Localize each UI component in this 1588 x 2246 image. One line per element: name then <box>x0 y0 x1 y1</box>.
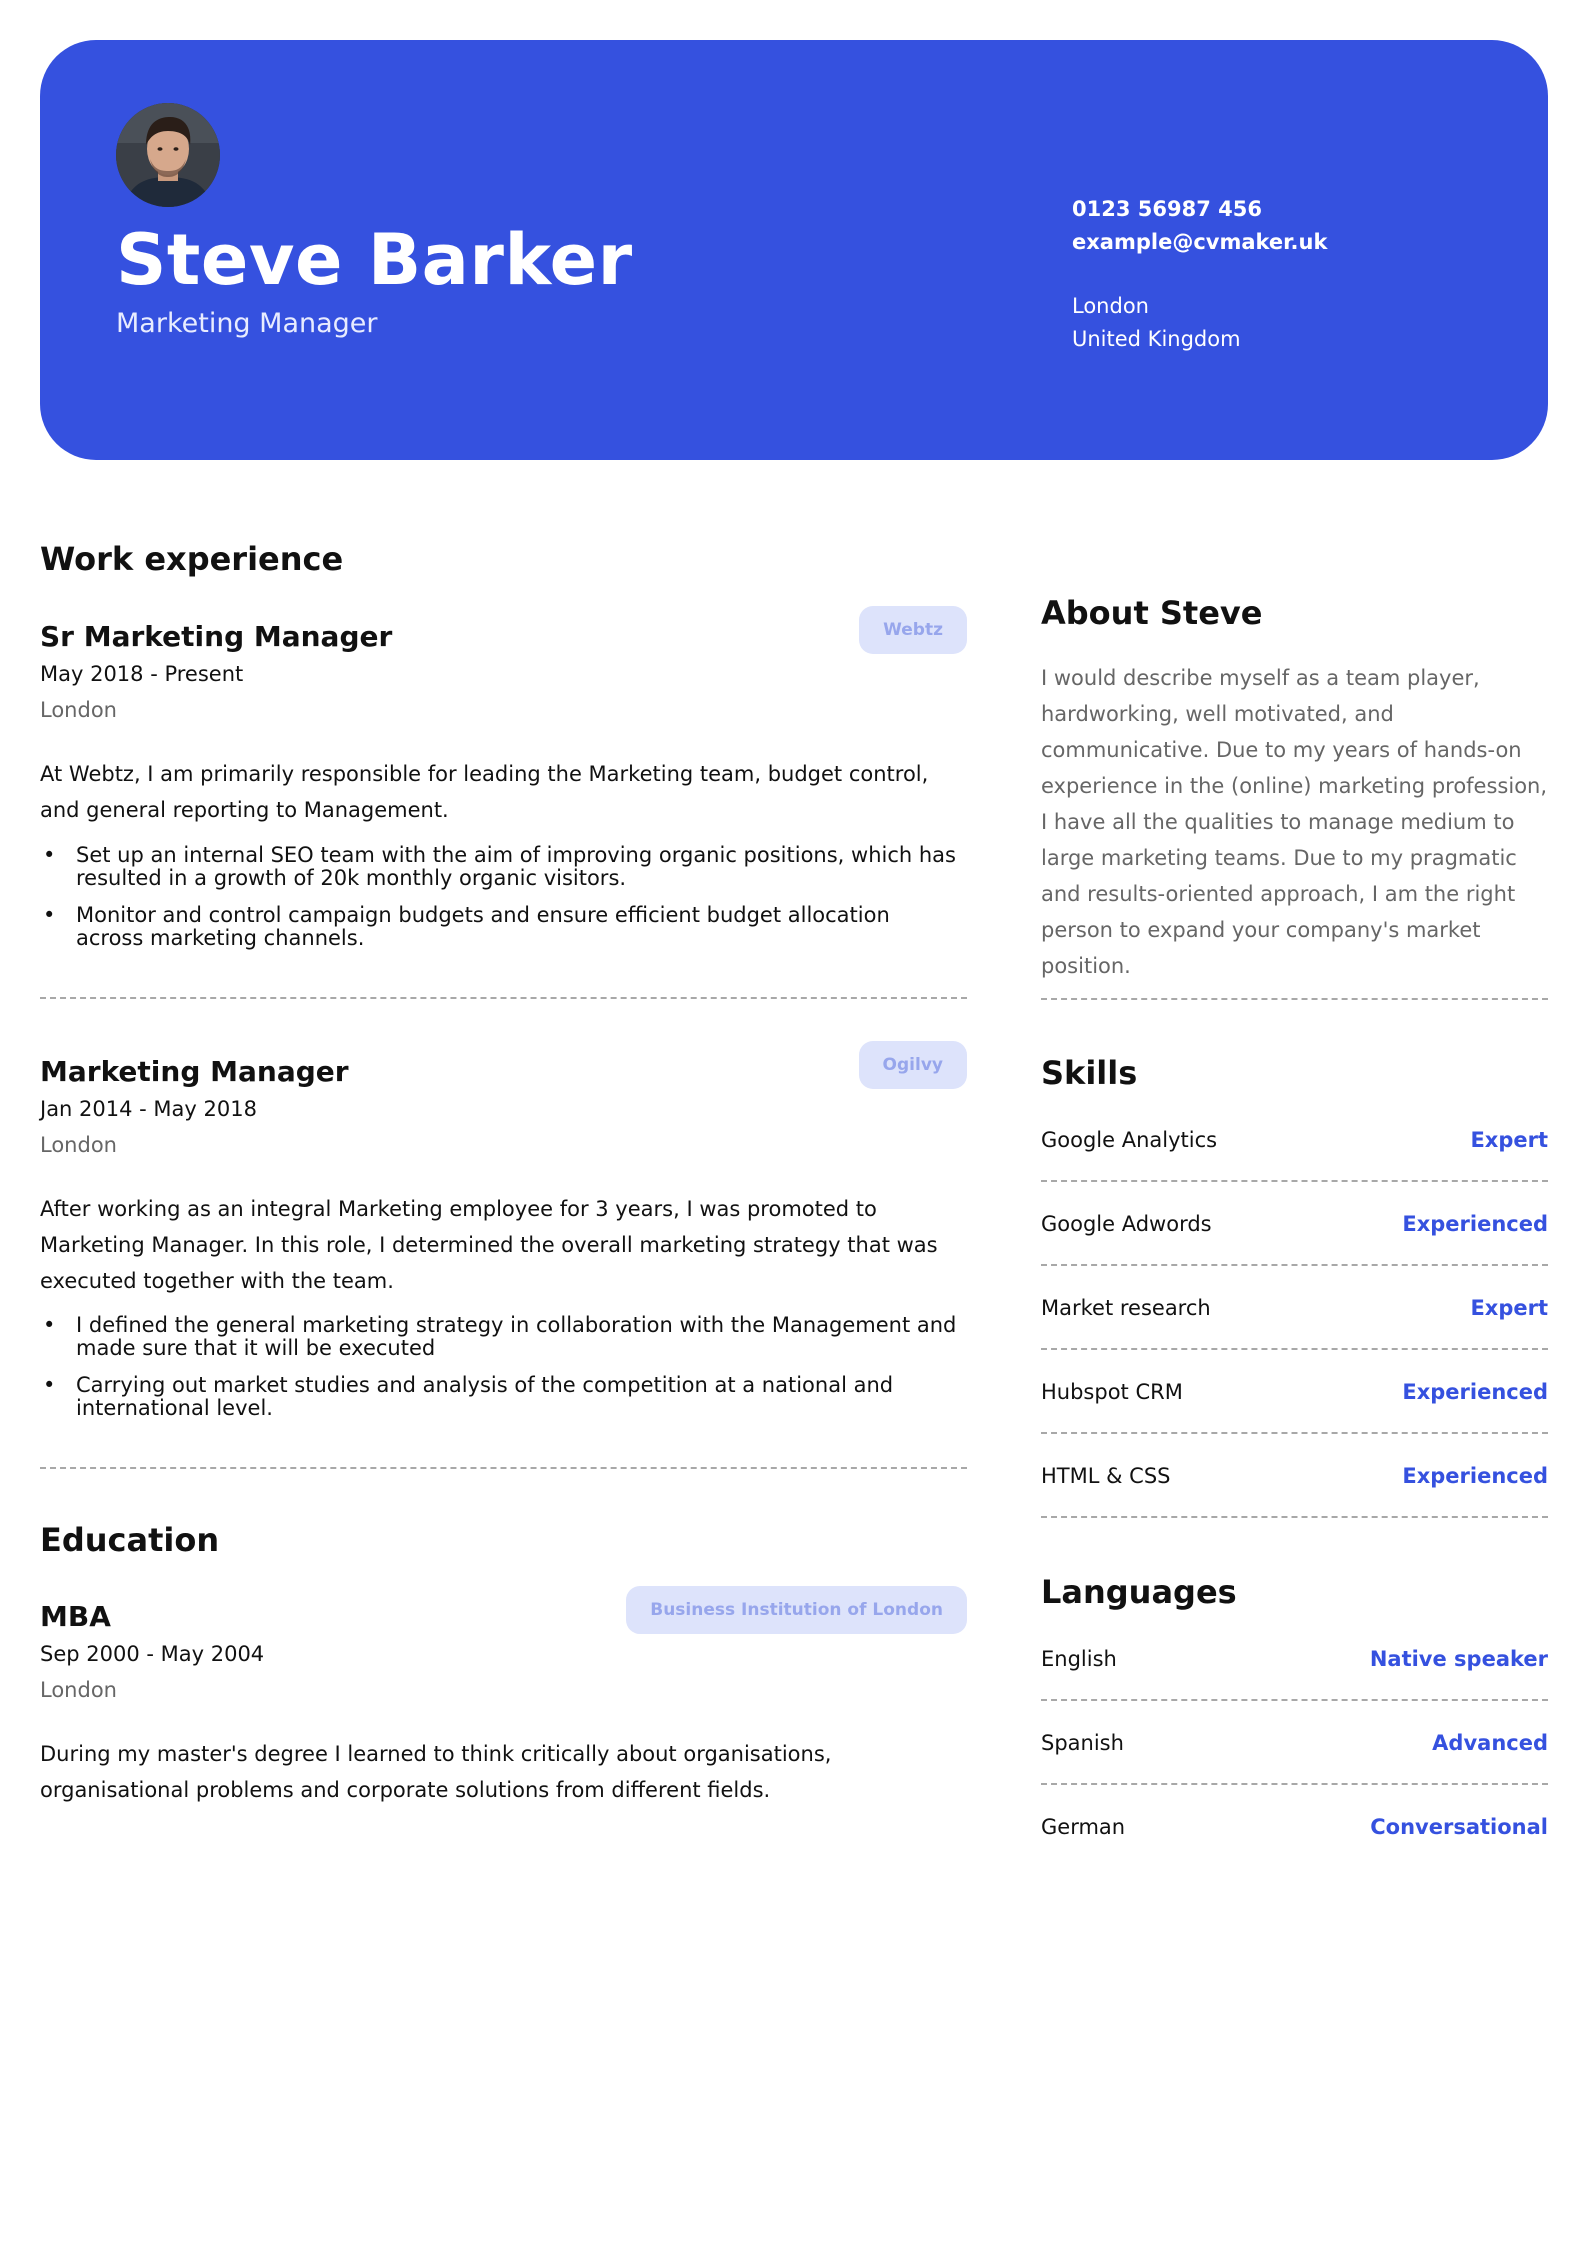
candidate-name: Steve Barker <box>116 219 633 301</box>
language-name: Spanish <box>1041 1731 1124 1755</box>
skill-level: Experienced <box>1402 1464 1548 1488</box>
job-description: At Webtz, I am primarily responsible for leading the Marketing team, budget control, and general reporting to Management. <box>40 762 929 822</box>
company-badge: Ogilvy <box>859 1041 967 1089</box>
job-location: London <box>40 698 117 722</box>
job-bullet: • Monitor and control campaign budgets and ensure efficient budget allocation across marketing channels. <box>40 904 960 950</box>
phone-number: 0123 56987 456 <box>1072 197 1262 221</box>
skill-level: Expert <box>1470 1296 1548 1320</box>
about-text: I would describe myself as a team player, hardworking, well motivated, and communicative. Due to my years of hands-on experience in the (online) marketing profession, I have all the qualities to manage medium to large marketing teams. Due to my pragmatic and results-oriented approach, I am the right person to expand your company's market position. <box>1041 666 1548 978</box>
job-bullet: • I defined the general marketing strategy in collaboration with the Management and made sure that it will be executed <box>40 1314 960 1360</box>
skill-name: Google Adwords <box>1041 1212 1212 1236</box>
company-badge: Webtz <box>859 606 967 654</box>
language-level: Advanced <box>1432 1731 1548 1755</box>
job-title: Marketing Manager <box>40 1055 349 1088</box>
languages-title: Languages <box>1041 1573 1237 1611</box>
job-location: London <box>40 1133 117 1157</box>
language-row <box>1041 1731 1548 1761</box>
contact-info <box>1072 193 1327 356</box>
skill-row <box>1041 1464 1548 1494</box>
divider <box>1041 1180 1548 1182</box>
skill-level: Expert <box>1470 1128 1548 1152</box>
divider <box>40 997 967 999</box>
job-description: After working as an integral Marketing employee for 3 years, I was promoted to Marketing Manager. In this role, I determined the overall marketing strategy that was executed together with the team. <box>40 1197 938 1293</box>
skill-row <box>1041 1380 1548 1410</box>
education-location: London <box>40 1678 117 1702</box>
job-bullet: • Set up an internal SEO team with the aim of improving organic positions, which has resulted in a growth of 20k monthly organic visitors. <box>40 844 960 890</box>
language-row <box>1041 1815 1548 1845</box>
degree-title: MBA <box>40 1600 111 1633</box>
education-description: During my master's degree I learned to think critically about organisations, organisational problems and corporate solutions from different fields. <box>40 1742 832 1802</box>
profile-photo-icon <box>116 103 220 207</box>
job-bullets <box>40 844 960 964</box>
skill-name: Market research <box>1041 1296 1211 1320</box>
language-level: Native speaker <box>1369 1647 1548 1671</box>
job-bullet: • Carrying out market studies and analysis of the competition at a national and international level. <box>40 1374 960 1420</box>
education-dates: Sep 2000 - May 2004 <box>40 1642 265 1666</box>
skills-title: Skills <box>1041 1054 1138 1092</box>
skill-row <box>1041 1212 1548 1242</box>
skill-level: Experienced <box>1402 1380 1548 1404</box>
candidate-role: Marketing Manager <box>116 308 378 339</box>
divider <box>1041 1432 1548 1434</box>
divider <box>1041 1699 1548 1701</box>
divider <box>1041 998 1548 1000</box>
job-dates: May 2018 - Present <box>40 662 244 686</box>
institution-badge: Business Institution of London <box>626 1586 967 1634</box>
divider <box>1041 1783 1548 1785</box>
skill-name: Google Analytics <box>1041 1128 1218 1152</box>
avatar <box>116 103 220 207</box>
header-banner <box>40 40 1548 460</box>
language-name: German <box>1041 1815 1126 1839</box>
divider <box>1041 1348 1548 1350</box>
skill-level: Experienced <box>1402 1212 1548 1236</box>
skill-row <box>1041 1128 1548 1158</box>
skill-row <box>1041 1296 1548 1326</box>
about-title: About Steve <box>1041 594 1263 632</box>
job-title: Sr Marketing Manager <box>40 620 393 653</box>
language-name: English <box>1041 1647 1117 1671</box>
education-title: Education <box>40 1521 220 1559</box>
language-level: Conversational <box>1370 1815 1548 1839</box>
address-city: London <box>1072 294 1149 318</box>
job-bullets <box>40 1314 960 1434</box>
work-experience-title: Work experience <box>40 540 344 578</box>
language-row <box>1041 1647 1548 1677</box>
address-country: United Kingdom <box>1072 327 1241 351</box>
job-dates: Jan 2014 - May 2018 <box>40 1097 257 1121</box>
divider <box>1041 1516 1548 1518</box>
divider <box>40 1467 967 1469</box>
skill-name: HTML & CSS <box>1041 1464 1171 1488</box>
skill-name: Hubspot CRM <box>1041 1380 1183 1404</box>
email-address: example@cvmaker.uk <box>1072 230 1328 254</box>
divider <box>1041 1264 1548 1266</box>
